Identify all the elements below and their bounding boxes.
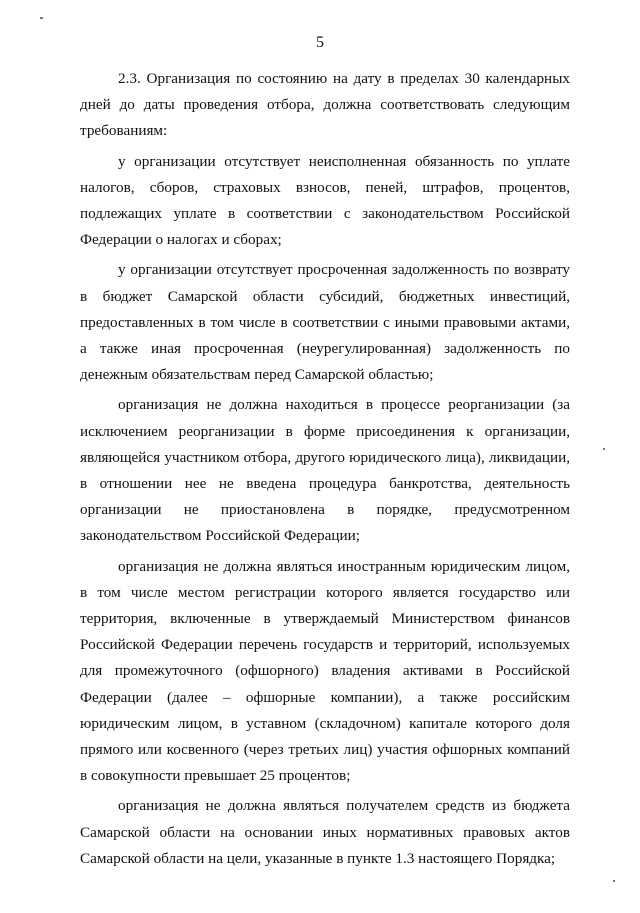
paragraph-no-overdue-debt: у организации отсутствует просроченная задолженность по возврату в бюджет Самарской области субсидий, бюджетных инвестиций, предоставленных в том числе в соответствии с иными правовыми актами, а также иная просроченная (неурегулированная) задолженность по денежным обязательствам перед Самарской областью; — [80, 261, 570, 384]
scan-speck — [603, 448, 605, 450]
paragraph-no-reorganization: организация не должна находиться в процессе реорганизации (за исключением реорганизации в форме присоединения к организации, являющейся участником отбора, другого юридического лица), ликвидации, в отношении нее не введена процедура банкротства, деятельность организации не приостановлена в порядке, предусмотренном законодательством Российской Федерации; — [80, 396, 570, 545]
page-number: 5 — [316, 34, 324, 51]
document-body — [80, 66, 570, 876]
paragraph-requirements-intro: 2.3. Организация по состоянию на дату в пределах 30 календарных дней до даты проведения отбора, должна соответствовать следующим требованиям: — [80, 70, 570, 140]
paragraph-not-foreign-entity: организация не должна являться иностранным юридическим лицом, в том числе местом регистрации которого является государство или территория, включенные в утверждаемый Министерством финансов Российской Федерации перечень государств и территорий, используемых для промежуточного (офшорного) владения активами в Российской Федерации (далее – офшорные компании), а также российским юридическим лицом, в уставном (складочном) капитале которого доля прямого или косвенного (через третьих лиц) участия офшорных компаний в совокупности превышает 25 процентов; — [80, 557, 570, 785]
scan-speck — [40, 17, 43, 19]
paragraph-no-tax-arrears: у организации отсутствует неисполненная обязанность по уплате налогов, сборов, страховых взносов, пеней, штрафов, процентов, подлежащих уплате в соответствии с законодательством Российской Федерации о налогах и сборах; — [80, 152, 570, 249]
paragraph-not-other-funds-recipient: организация не должна являться получателем средств из бюджета Самарской области на основании иных нормативных правовых актов Самарской области на цели, указанные в пункте 1.3 настоящего Порядка; — [80, 797, 570, 867]
scan-speck — [613, 880, 615, 882]
